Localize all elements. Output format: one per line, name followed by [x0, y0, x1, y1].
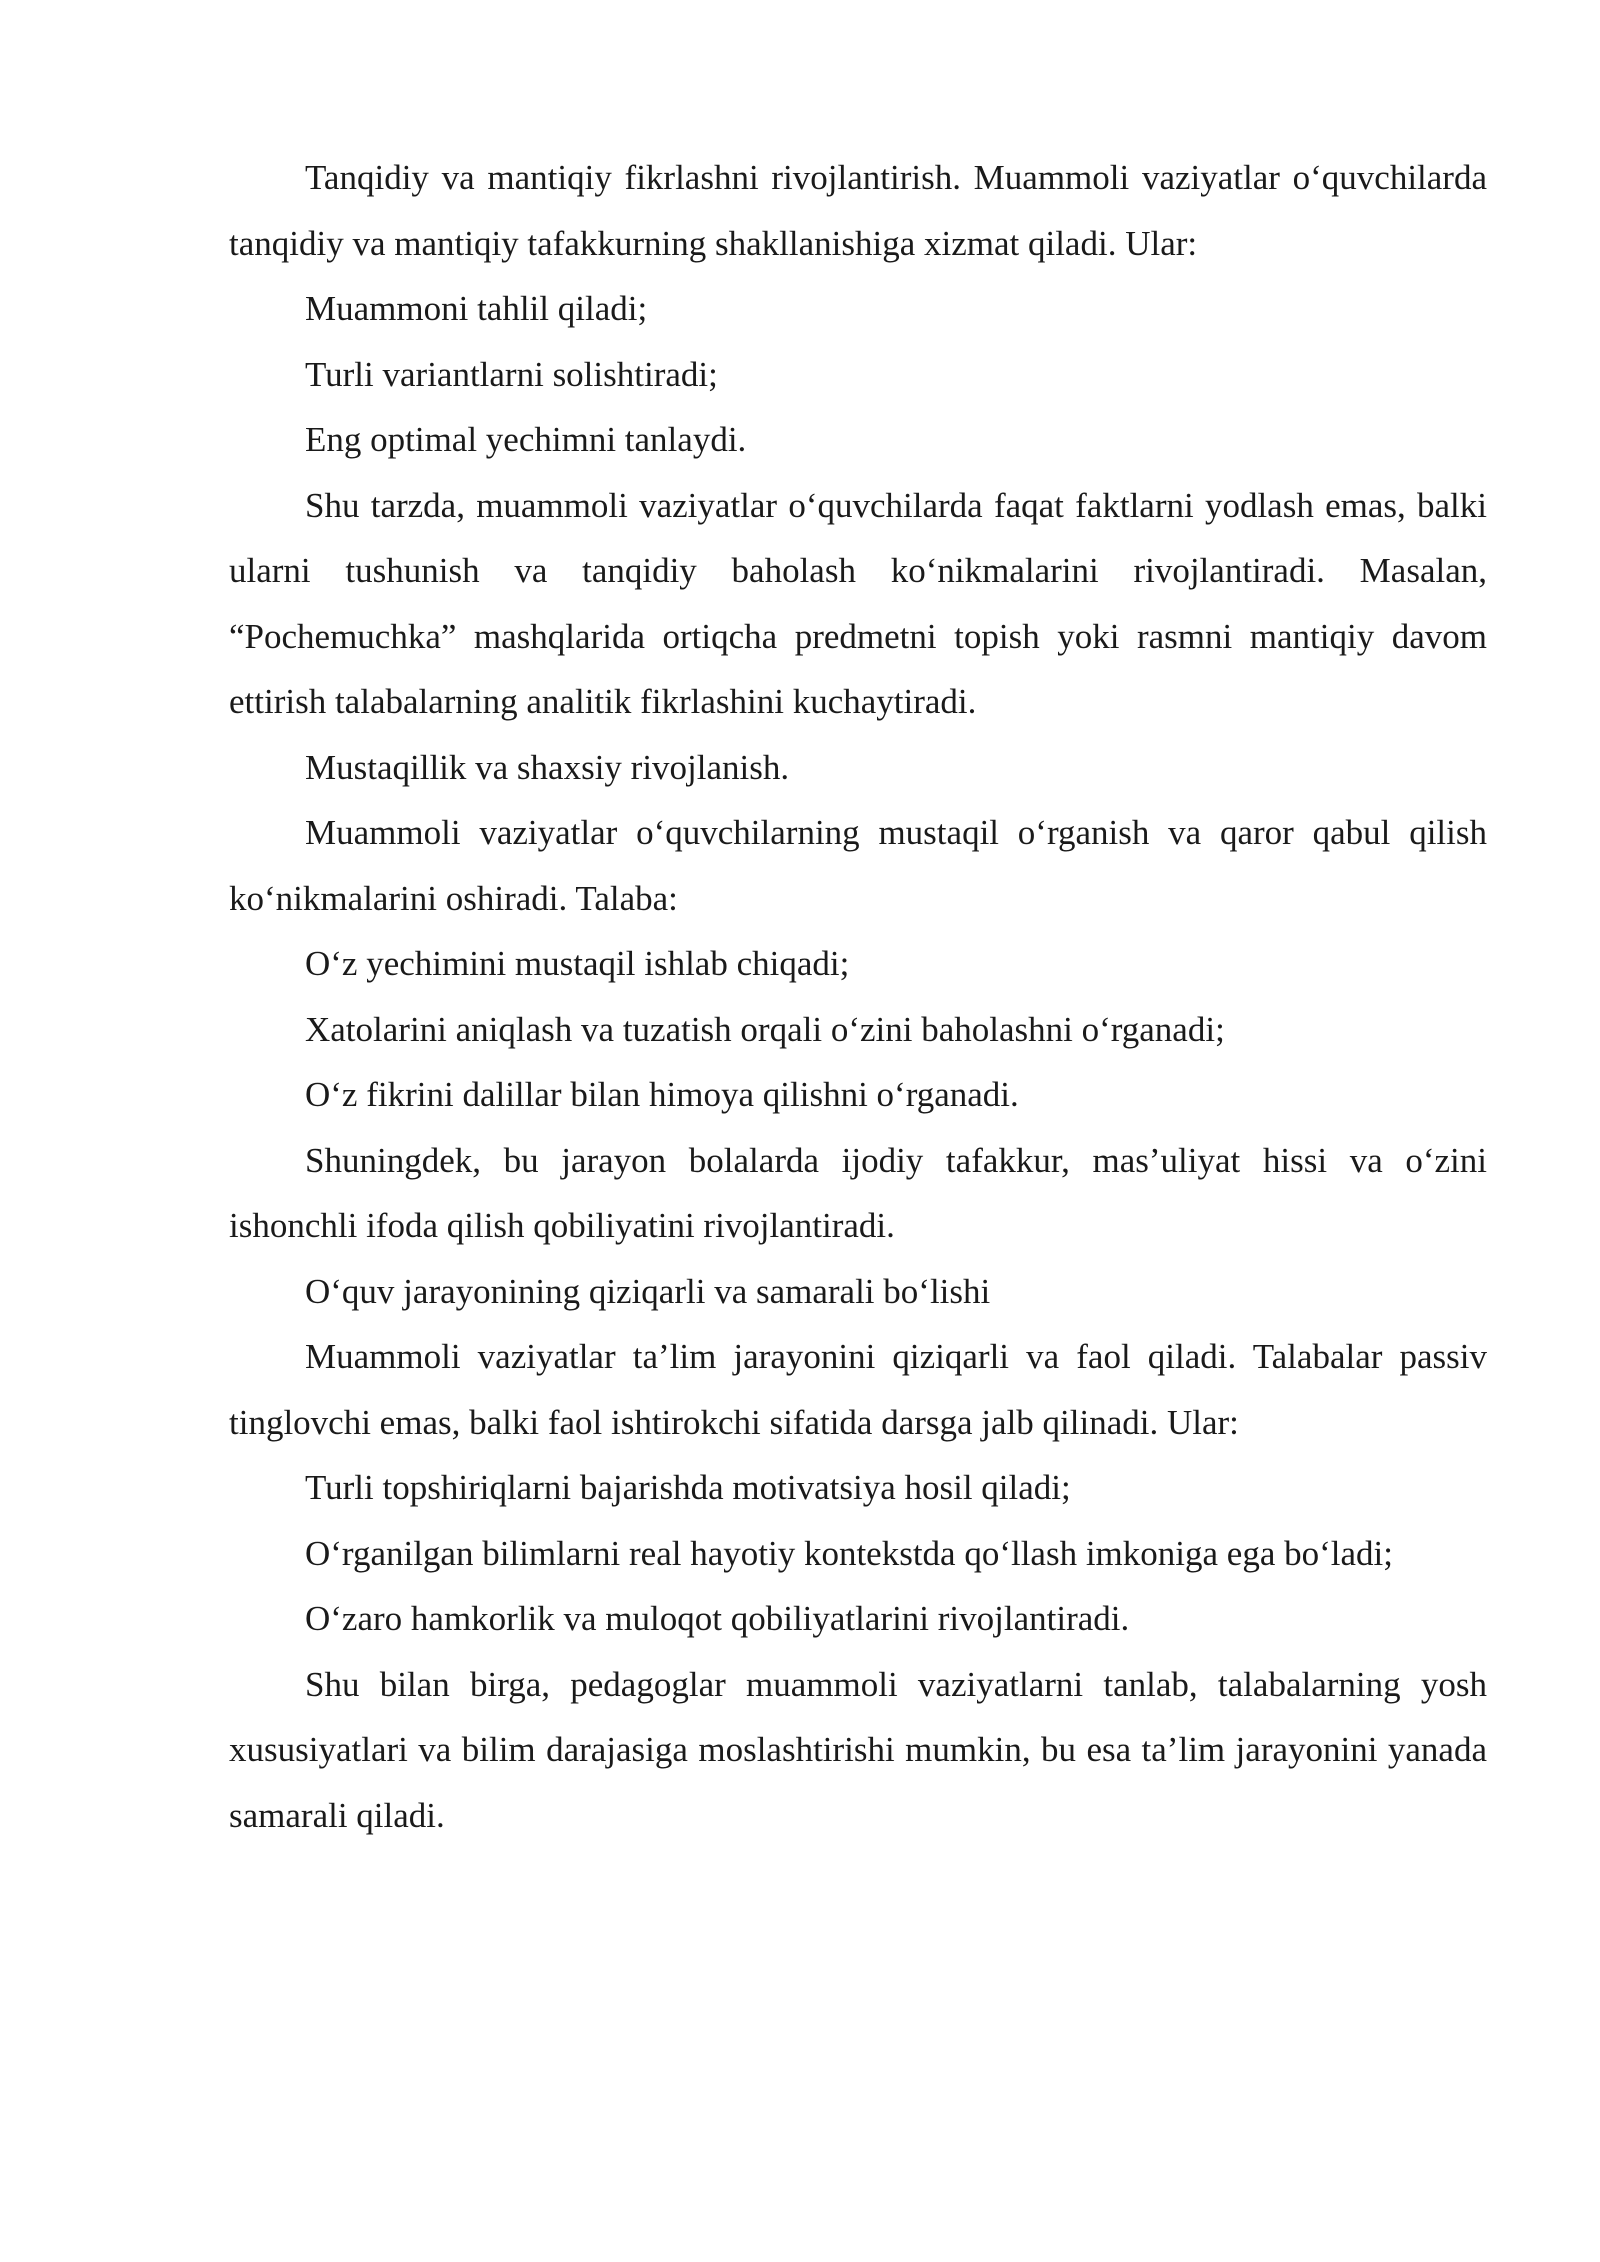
list-item: Turli topshiriqlarni bajarishda motivatsiya hosil qiladi;: [305, 1468, 1071, 1507]
paragraph: Tanqidiy va mantiqiy fikrlashni rivojlantirish. Muammoli vaziyatlar o‘quvchilarda tanqidiy va mantiqiy tafakkurning shakllanishiga xizmat qiladi. Ular:: [229, 158, 1487, 263]
list-item: Xatolarini aniqlash va tuzatish orqali o‘zini baholashni o‘rganadi;: [305, 1009, 1225, 1049]
section-heading: Mustaqillik va shaxsiy rivojlanish.: [305, 747, 790, 787]
document-body: [229, 145, 1487, 1848]
list-item: Turli variantlarni solishtiradi;: [305, 354, 718, 394]
list-item: O‘zaro hamkorlik va muloqot qobiliyatlarini rivojlantiradi.: [305, 1599, 1130, 1638]
paragraph: Shu bilan birga, pedagoglar muammoli vaziyatlarni tanlab, talabalarning yosh xususiyatlari va bilim darajasiga moslashtirishi mumkin, bu esa ta’lim jarayonini yanada samarali qiladi.: [229, 1664, 1487, 1835]
list-item: Eng optimal yechimni tanlaydi.: [305, 420, 747, 459]
list-item: O‘z yechimini mustaqil ishlab chiqadi;: [305, 944, 850, 983]
paragraph: Shuningdek, bu jarayon bolalarda ijodiy tafakkur, mas’uliyat hissi va o‘zini ishonchli ifoda qilish qobiliyatini rivojlantiradi.: [229, 1140, 1487, 1245]
section-heading: O‘quv jarayonining qiziqarli va samarali bo‘lishi: [305, 1271, 991, 1311]
paragraph: Muammoli vaziyatlar ta’lim jarayonini qiziqarli va faol qiladi. Talabalar passiv tinglovchi emas, balki faol ishtirokchi sifatida darsga jalb qilinadi. Ular:: [229, 1337, 1487, 1442]
list-item: O‘z fikrini dalillar bilan himoya qilishni o‘rganadi.: [305, 1075, 1019, 1114]
paragraph: Muammoli vaziyatlar o‘quvchilarning mustaqil o‘rganish va qaror qabul qilish ko‘nikmalarini oshiradi. Talaba:: [229, 813, 1487, 918]
list-item: Muammoni tahlil qiladi;: [305, 289, 648, 328]
paragraph: Shu tarzda, muammoli vaziyatlar o‘quvchilarda faqat faktlarni yodlash emas, balki ularni tushunish va tanqidiy baholash ko‘nikmalarini rivojlantiradi. Masalan, “Pochemuchka” mashqlarida ortiqcha predmetni topish yoki rasmni mantiqiy davom ettirish talabalarning analitik fikrlashini kuchaytiradi.: [229, 485, 1487, 721]
list-item: O‘rganilgan bilimlarni real hayotiy kontekstda qo‘llash imkoniga ega bo‘ladi;: [305, 1533, 1393, 1573]
